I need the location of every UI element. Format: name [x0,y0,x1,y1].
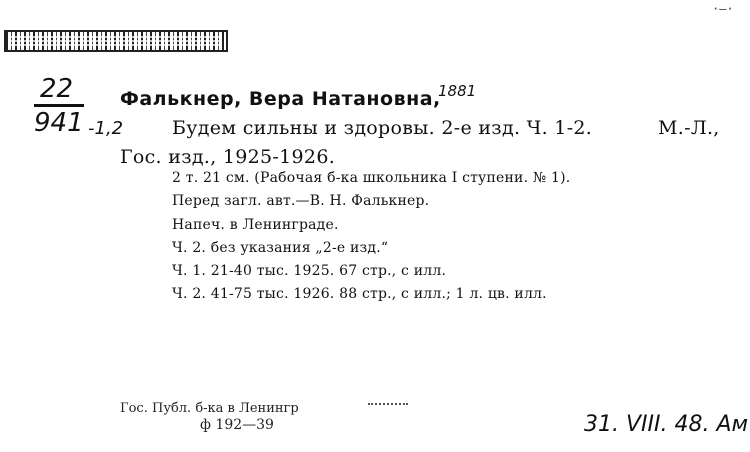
detail-line: Ч. 2. без указания „2-е изд.“ [172,240,389,256]
strip-texture [10,36,222,46]
call-number-volumes: -1,2 [88,118,124,139]
title-line-2: Гос. изд., 1925-1926. [120,146,336,168]
corner-mark: ·—· [712,2,734,16]
author-heading: Фалькнер, Вера Натановна, [120,88,441,110]
detail-line: Ч. 1. 21-40 тыс. 1925. 67 стр., с илл. [172,263,447,279]
call-number-divider [34,104,84,107]
library-stamp-line-1: Гос. Публ. б-ка в Ленингр [120,401,299,416]
detail-line: Ч. 2. 41-75 тыс. 1926. 88 стр., с илл.; 1 л. цв. илл. [172,286,547,302]
torn-label-strip [4,30,228,52]
handwritten-date: 31. VIII. 48. Ам [584,412,749,437]
stamp-dots [368,403,408,405]
call-number-bottom: 941 [34,108,84,138]
library-stamp-line-2: ф 192—39 [200,417,274,433]
title-line-1: Будем сильны и здоровы. 2-е изд. Ч. 1-2. [172,117,593,139]
detail-line: Напеч. в Ленинграде. [172,217,339,233]
call-number-top: 22 [40,74,74,104]
author-year-note: 1881 [438,82,477,100]
detail-line: 2 т. 21 см. (Рабочая б-ка школьника I ступени. № 1). [172,170,571,186]
detail-line: Перед загл. авт.—В. Н. Фалькнер. [172,193,430,209]
publication-place: М.-Л., [658,117,720,139]
